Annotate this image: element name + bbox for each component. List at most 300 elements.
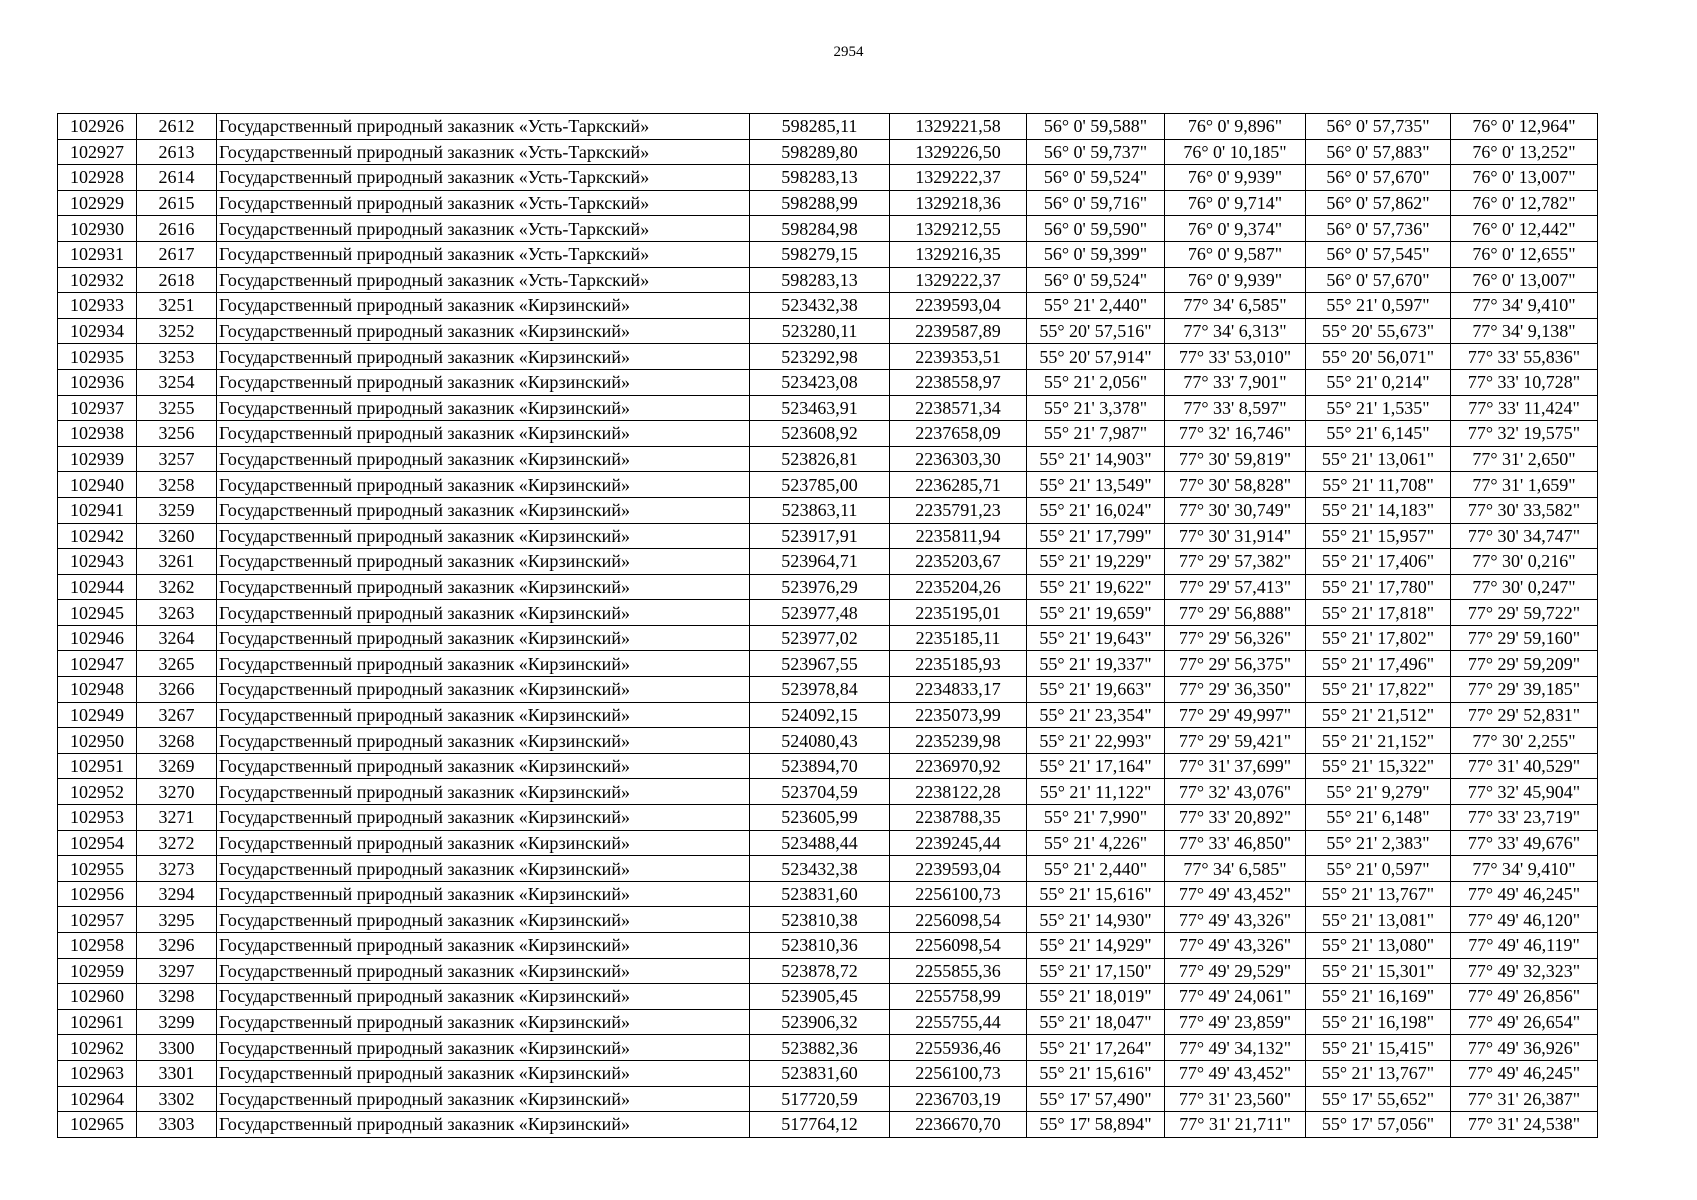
cell-reserve-name: Государственный природный заказник «Кирзинский» [217, 753, 750, 779]
cell-record-number: 102932 [58, 267, 137, 293]
table-row [58, 369, 1598, 395]
cell-coord-x: 523831,60 [750, 881, 890, 907]
cell-point-number: 3260 [137, 523, 217, 549]
cell-coord-x: 523432,38 [750, 856, 890, 882]
cell-latitude-2: 55° 17' 57,056" [1306, 1112, 1451, 1138]
cell-coord-x: 598288,99 [750, 190, 890, 216]
cell-coord-x: 523976,29 [750, 574, 890, 600]
cell-latitude-2: 55° 21' 2,383" [1306, 830, 1451, 856]
cell-reserve-name: Государственный природный заказник «Кирзинский» [217, 881, 750, 907]
cell-coord-y: 2239353,51 [890, 344, 1027, 370]
cell-longitude-1: 77° 31' 21,711" [1165, 1112, 1306, 1138]
cell-latitude-1: 56° 0' 59,399" [1027, 241, 1165, 267]
cell-reserve-name: Государственный природный заказник «Кирзинский» [217, 830, 750, 856]
cell-point-number: 3269 [137, 753, 217, 779]
cell-reserve-name: Государственный природный заказник «Кирзинский» [217, 421, 750, 447]
cell-longitude-1: 77° 49' 24,061" [1165, 984, 1306, 1010]
cell-point-number: 3299 [137, 1009, 217, 1035]
cell-coord-y: 2235185,11 [890, 625, 1027, 651]
cell-point-number: 3296 [137, 933, 217, 959]
cell-latitude-1: 55° 21' 7,987" [1027, 421, 1165, 447]
cell-latitude-1: 56° 0' 59,737" [1027, 139, 1165, 165]
cell-longitude-1: 77° 29' 36,350" [1165, 677, 1306, 703]
cell-longitude-1: 77° 49' 43,452" [1165, 881, 1306, 907]
cell-latitude-1: 55° 21' 19,659" [1027, 600, 1165, 626]
cell-reserve-name: Государственный природный заказник «Кирзинский» [217, 369, 750, 395]
cell-latitude-2: 55° 21' 13,767" [1306, 881, 1451, 907]
cell-coord-x: 523810,38 [750, 907, 890, 933]
table-row [58, 702, 1598, 728]
table-row [58, 805, 1598, 831]
cell-latitude-2: 55° 21' 17,822" [1306, 677, 1451, 703]
cell-reserve-name: Государственный природный заказник «Усть-Таркский» [217, 139, 750, 165]
table-row [58, 497, 1598, 523]
cell-latitude-2: 55° 20' 56,071" [1306, 344, 1451, 370]
cell-record-number: 102950 [58, 728, 137, 754]
cell-latitude-2: 55° 21' 15,322" [1306, 753, 1451, 779]
cell-longitude-2: 76° 0' 13,007" [1451, 165, 1598, 191]
table-body [58, 114, 1598, 1138]
cell-coord-y: 2238571,34 [890, 395, 1027, 421]
cell-reserve-name: Государственный природный заказник «Кирзинский» [217, 958, 750, 984]
cell-coord-x: 523432,38 [750, 293, 890, 319]
cell-point-number: 3301 [137, 1060, 217, 1086]
cell-latitude-2: 55° 21' 0,597" [1306, 856, 1451, 882]
cell-coord-y: 2234833,17 [890, 677, 1027, 703]
cell-point-number: 3254 [137, 369, 217, 395]
cell-point-number: 3294 [137, 881, 217, 907]
table-row [58, 574, 1598, 600]
cell-coord-x: 523882,36 [750, 1035, 890, 1061]
table-row [58, 1086, 1598, 1112]
cell-reserve-name: Государственный природный заказник «Кирзинский» [217, 293, 750, 319]
cell-record-number: 102937 [58, 395, 137, 421]
cell-coord-y: 2235811,94 [890, 523, 1027, 549]
cell-coord-y: 1329218,36 [890, 190, 1027, 216]
cell-reserve-name: Государственный природный заказник «Кирзинский» [217, 497, 750, 523]
cell-coord-y: 2236703,19 [890, 1086, 1027, 1112]
cell-record-number: 102946 [58, 625, 137, 651]
cell-record-number: 102927 [58, 139, 137, 165]
cell-coord-x: 523878,72 [750, 958, 890, 984]
cell-longitude-1: 77° 29' 57,382" [1165, 549, 1306, 575]
cell-coord-x: 517720,59 [750, 1086, 890, 1112]
cell-longitude-1: 77° 33' 46,850" [1165, 830, 1306, 856]
cell-record-number: 102947 [58, 651, 137, 677]
cell-latitude-2: 56° 0' 57,862" [1306, 190, 1451, 216]
cell-latitude-2: 55° 20' 55,673" [1306, 318, 1451, 344]
cell-reserve-name: Государственный природный заказник «Усть-Таркский» [217, 241, 750, 267]
cell-latitude-2: 55° 21' 6,148" [1306, 805, 1451, 831]
cell-longitude-2: 77° 49' 26,856" [1451, 984, 1598, 1010]
cell-record-number: 102964 [58, 1086, 137, 1112]
cell-coord-y: 2237658,09 [890, 421, 1027, 447]
cell-latitude-2: 55° 21' 0,214" [1306, 369, 1451, 395]
cell-latitude-2: 56° 0' 57,883" [1306, 139, 1451, 165]
cell-latitude-1: 55° 17' 57,490" [1027, 1086, 1165, 1112]
cell-record-number: 102951 [58, 753, 137, 779]
cell-coord-y: 2255758,99 [890, 984, 1027, 1010]
cell-coord-y: 2239587,89 [890, 318, 1027, 344]
cell-coord-x: 523423,08 [750, 369, 890, 395]
cell-latitude-2: 55° 21' 6,145" [1306, 421, 1451, 447]
cell-longitude-2: 77° 29' 59,209" [1451, 651, 1598, 677]
cell-latitude-1: 56° 0' 59,716" [1027, 190, 1165, 216]
cell-coord-x: 523964,71 [750, 549, 890, 575]
cell-record-number: 102956 [58, 881, 137, 907]
cell-latitude-2: 56° 0' 57,545" [1306, 241, 1451, 267]
cell-coord-x: 598284,98 [750, 216, 890, 242]
cell-coord-y: 2236670,70 [890, 1112, 1027, 1138]
cell-point-number: 3271 [137, 805, 217, 831]
cell-coord-x: 523292,98 [750, 344, 890, 370]
cell-longitude-1: 77° 29' 56,375" [1165, 651, 1306, 677]
cell-longitude-1: 77° 29' 49,997" [1165, 702, 1306, 728]
cell-longitude-1: 77° 34' 6,313" [1165, 318, 1306, 344]
cell-point-number: 2612 [137, 114, 217, 140]
cell-longitude-2: 77° 49' 26,654" [1451, 1009, 1598, 1035]
cell-coord-x: 517764,12 [750, 1112, 890, 1138]
table-row [58, 114, 1598, 140]
cell-reserve-name: Государственный природный заказник «Кирзинский» [217, 728, 750, 754]
cell-point-number: 3256 [137, 421, 217, 447]
cell-coord-y: 1329216,35 [890, 241, 1027, 267]
cell-record-number: 102953 [58, 805, 137, 831]
cell-longitude-1: 77° 30' 58,828" [1165, 472, 1306, 498]
cell-record-number: 102928 [58, 165, 137, 191]
cell-longitude-1: 77° 30' 31,914" [1165, 523, 1306, 549]
cell-longitude-1: 77° 33' 53,010" [1165, 344, 1306, 370]
cell-coord-x: 598289,80 [750, 139, 890, 165]
cell-latitude-2: 55° 21' 1,535" [1306, 395, 1451, 421]
cell-reserve-name: Государственный природный заказник «Кирзинский» [217, 933, 750, 959]
table-row [58, 549, 1598, 575]
cell-longitude-1: 77° 33' 7,901" [1165, 369, 1306, 395]
cell-latitude-2: 55° 21' 21,512" [1306, 702, 1451, 728]
cell-reserve-name: Государственный природный заказник «Кирзинский» [217, 472, 750, 498]
cell-coord-x: 523978,84 [750, 677, 890, 703]
cell-reserve-name: Государственный природный заказник «Кирзинский» [217, 1112, 750, 1138]
cell-longitude-2: 76° 0' 12,655" [1451, 241, 1598, 267]
table-row [58, 344, 1598, 370]
cell-latitude-2: 55° 21' 17,818" [1306, 600, 1451, 626]
cell-latitude-1: 55° 21' 4,226" [1027, 830, 1165, 856]
cell-reserve-name: Государственный природный заказник «Кирзинский» [217, 549, 750, 575]
cell-record-number: 102935 [58, 344, 137, 370]
cell-longitude-1: 77° 30' 30,749" [1165, 497, 1306, 523]
cell-latitude-2: 55° 21' 15,957" [1306, 523, 1451, 549]
cell-longitude-2: 77° 32' 19,575" [1451, 421, 1598, 447]
cell-reserve-name: Государственный природный заказник «Кирзинский» [217, 574, 750, 600]
cell-longitude-2: 77° 49' 36,926" [1451, 1035, 1598, 1061]
cell-coord-y: 2238558,97 [890, 369, 1027, 395]
cell-coord-y: 2236285,71 [890, 472, 1027, 498]
cell-latitude-1: 55° 21' 19,643" [1027, 625, 1165, 651]
cell-reserve-name: Государственный природный заказник «Кирзинский» [217, 523, 750, 549]
cell-longitude-2: 77° 30' 0,216" [1451, 549, 1598, 575]
cell-longitude-2: 77° 31' 1,659" [1451, 472, 1598, 498]
table-row [58, 600, 1598, 626]
table-row [58, 933, 1598, 959]
cell-record-number: 102965 [58, 1112, 137, 1138]
cell-coord-x: 523488,44 [750, 830, 890, 856]
cell-point-number: 2618 [137, 267, 217, 293]
cell-latitude-1: 55° 21' 13,549" [1027, 472, 1165, 498]
table-row [58, 881, 1598, 907]
cell-record-number: 102945 [58, 600, 137, 626]
cell-point-number: 2616 [137, 216, 217, 242]
cell-latitude-1: 55° 21' 23,354" [1027, 702, 1165, 728]
cell-latitude-2: 55° 21' 17,780" [1306, 574, 1451, 600]
cell-longitude-2: 77° 33' 23,719" [1451, 805, 1598, 831]
cell-point-number: 2613 [137, 139, 217, 165]
cell-latitude-1: 55° 21' 19,229" [1027, 549, 1165, 575]
cell-coord-y: 1329222,37 [890, 165, 1027, 191]
cell-coord-y: 2235203,67 [890, 549, 1027, 575]
cell-point-number: 3302 [137, 1086, 217, 1112]
table-row [58, 421, 1598, 447]
cell-longitude-1: 77° 29' 59,421" [1165, 728, 1306, 754]
cell-longitude-2: 77° 33' 55,836" [1451, 344, 1598, 370]
cell-record-number: 102958 [58, 933, 137, 959]
cell-longitude-2: 77° 33' 10,728" [1451, 369, 1598, 395]
cell-latitude-1: 55° 21' 18,019" [1027, 984, 1165, 1010]
cell-point-number: 3298 [137, 984, 217, 1010]
cell-latitude-1: 55° 21' 19,337" [1027, 651, 1165, 677]
cell-point-number: 2615 [137, 190, 217, 216]
cell-reserve-name: Государственный природный заказник «Усть-Таркский» [217, 267, 750, 293]
cell-reserve-name: Государственный природный заказник «Усть-Таркский» [217, 165, 750, 191]
cell-coord-x: 523894,70 [750, 753, 890, 779]
cell-longitude-1: 76° 0' 9,714" [1165, 190, 1306, 216]
cell-latitude-1: 56° 0' 59,524" [1027, 267, 1165, 293]
cell-latitude-1: 55° 21' 16,024" [1027, 497, 1165, 523]
cell-longitude-2: 77° 29' 39,185" [1451, 677, 1598, 703]
table-row [58, 139, 1598, 165]
cell-coord-y: 2256100,73 [890, 1060, 1027, 1086]
cell-latitude-1: 55° 17' 58,894" [1027, 1112, 1165, 1138]
cell-latitude-1: 55° 21' 3,378" [1027, 395, 1165, 421]
cell-latitude-2: 55° 21' 17,496" [1306, 651, 1451, 677]
cell-record-number: 102926 [58, 114, 137, 140]
table-row [58, 216, 1598, 242]
table-row [58, 165, 1598, 191]
table-row [58, 984, 1598, 1010]
cell-coord-x: 524080,43 [750, 728, 890, 754]
cell-coord-x: 524092,15 [750, 702, 890, 728]
cell-point-number: 3303 [137, 1112, 217, 1138]
cell-latitude-2: 56° 0' 57,670" [1306, 165, 1451, 191]
cell-coord-y: 1329221,58 [890, 114, 1027, 140]
cell-record-number: 102936 [58, 369, 137, 395]
cell-latitude-1: 56° 0' 59,590" [1027, 216, 1165, 242]
cell-point-number: 2617 [137, 241, 217, 267]
cell-longitude-2: 77° 49' 32,323" [1451, 958, 1598, 984]
cell-latitude-1: 55° 21' 19,622" [1027, 574, 1165, 600]
cell-coord-x: 598283,13 [750, 165, 890, 191]
cell-record-number: 102962 [58, 1035, 137, 1061]
cell-latitude-1: 55° 21' 17,150" [1027, 958, 1165, 984]
cell-point-number: 3266 [137, 677, 217, 703]
cell-reserve-name: Государственный природный заказник «Усть-Таркский» [217, 114, 750, 140]
cell-longitude-2: 77° 30' 33,582" [1451, 497, 1598, 523]
table-row [58, 1035, 1598, 1061]
cell-reserve-name: Государственный природный заказник «Кирзинский» [217, 395, 750, 421]
cell-reserve-name: Государственный природный заказник «Кирзинский» [217, 600, 750, 626]
cell-latitude-2: 55° 21' 11,708" [1306, 472, 1451, 498]
cell-latitude-1: 55° 21' 2,440" [1027, 293, 1165, 319]
cell-latitude-1: 55° 21' 14,903" [1027, 446, 1165, 472]
cell-coord-x: 523826,81 [750, 446, 890, 472]
cell-reserve-name: Государственный природный заказник «Кирзинский» [217, 702, 750, 728]
cell-point-number: 3265 [137, 651, 217, 677]
cell-coord-x: 523280,11 [750, 318, 890, 344]
cell-longitude-1: 77° 30' 59,819" [1165, 446, 1306, 472]
cell-longitude-2: 77° 31' 24,538" [1451, 1112, 1598, 1138]
cell-coord-y: 2256100,73 [890, 881, 1027, 907]
cell-longitude-1: 77° 49' 29,529" [1165, 958, 1306, 984]
cell-reserve-name: Государственный природный заказник «Кирзинский» [217, 446, 750, 472]
cell-point-number: 3297 [137, 958, 217, 984]
cell-longitude-1: 77° 29' 56,888" [1165, 600, 1306, 626]
cell-latitude-1: 55° 21' 11,122" [1027, 779, 1165, 805]
cell-longitude-2: 76° 0' 13,252" [1451, 139, 1598, 165]
cell-latitude-2: 55° 21' 21,152" [1306, 728, 1451, 754]
cell-record-number: 102929 [58, 190, 137, 216]
cell-longitude-2: 77° 34' 9,138" [1451, 318, 1598, 344]
cell-longitude-1: 77° 49' 34,132" [1165, 1035, 1306, 1061]
table-row [58, 856, 1598, 882]
cell-reserve-name: Государственный природный заказник «Кирзинский» [217, 907, 750, 933]
table-row [58, 1112, 1598, 1138]
cell-longitude-2: 76° 0' 12,964" [1451, 114, 1598, 140]
cell-coord-y: 2235185,93 [890, 651, 1027, 677]
cell-record-number: 102963 [58, 1060, 137, 1086]
cell-record-number: 102955 [58, 856, 137, 882]
cell-coord-x: 523605,99 [750, 805, 890, 831]
cell-coord-y: 2239593,04 [890, 293, 1027, 319]
cell-point-number: 3264 [137, 625, 217, 651]
cell-longitude-1: 77° 31' 23,560" [1165, 1086, 1306, 1112]
cell-coord-y: 1329212,55 [890, 216, 1027, 242]
cell-longitude-1: 76° 0' 9,939" [1165, 267, 1306, 293]
cell-latitude-1: 55° 21' 18,047" [1027, 1009, 1165, 1035]
cell-record-number: 102931 [58, 241, 137, 267]
cell-point-number: 3273 [137, 856, 217, 882]
cell-record-number: 102957 [58, 907, 137, 933]
cell-longitude-1: 76° 0' 9,939" [1165, 165, 1306, 191]
cell-latitude-2: 55° 21' 16,198" [1306, 1009, 1451, 1035]
cell-record-number: 102940 [58, 472, 137, 498]
cell-coord-x: 523906,32 [750, 1009, 890, 1035]
cell-reserve-name: Государственный природный заказник «Кирзинский» [217, 625, 750, 651]
cell-longitude-1: 77° 29' 57,413" [1165, 574, 1306, 600]
cell-longitude-2: 76° 0' 13,007" [1451, 267, 1598, 293]
cell-point-number: 3255 [137, 395, 217, 421]
cell-coord-y: 2255855,36 [890, 958, 1027, 984]
cell-latitude-1: 56° 0' 59,524" [1027, 165, 1165, 191]
cell-record-number: 102959 [58, 958, 137, 984]
table-row [58, 779, 1598, 805]
cell-longitude-1: 77° 32' 43,076" [1165, 779, 1306, 805]
cell-longitude-2: 77° 31' 2,650" [1451, 446, 1598, 472]
cell-coord-y: 2238122,28 [890, 779, 1027, 805]
cell-coord-y: 2255755,44 [890, 1009, 1027, 1035]
cell-longitude-2: 77° 29' 52,831" [1451, 702, 1598, 728]
cell-coord-y: 2239593,04 [890, 856, 1027, 882]
table-row [58, 267, 1598, 293]
cell-longitude-2: 76° 0' 12,782" [1451, 190, 1598, 216]
cell-latitude-1: 55° 21' 2,056" [1027, 369, 1165, 395]
cell-coord-y: 2236303,30 [890, 446, 1027, 472]
cell-coord-y: 2256098,54 [890, 907, 1027, 933]
cell-point-number: 3267 [137, 702, 217, 728]
cell-longitude-2: 77° 29' 59,160" [1451, 625, 1598, 651]
cell-point-number: 3259 [137, 497, 217, 523]
cell-latitude-1: 55° 20' 57,914" [1027, 344, 1165, 370]
cell-longitude-2: 77° 49' 46,120" [1451, 907, 1598, 933]
cell-record-number: 102949 [58, 702, 137, 728]
table-row [58, 753, 1598, 779]
cell-record-number: 102952 [58, 779, 137, 805]
cell-record-number: 102930 [58, 216, 137, 242]
cell-coord-y: 2238788,35 [890, 805, 1027, 831]
table-row [58, 241, 1598, 267]
cell-latitude-1: 55° 21' 15,616" [1027, 881, 1165, 907]
cell-longitude-1: 77° 32' 16,746" [1165, 421, 1306, 447]
cell-latitude-1: 55° 20' 57,516" [1027, 318, 1165, 344]
table-row [58, 523, 1598, 549]
cell-reserve-name: Государственный природный заказник «Кирзинский» [217, 1060, 750, 1086]
table-row [58, 190, 1598, 216]
cell-coord-y: 2235791,23 [890, 497, 1027, 523]
cell-record-number: 102960 [58, 984, 137, 1010]
cell-latitude-2: 56° 0' 57,736" [1306, 216, 1451, 242]
cell-point-number: 3257 [137, 446, 217, 472]
cell-longitude-1: 77° 33' 20,892" [1165, 805, 1306, 831]
table-row [58, 625, 1598, 651]
cell-coord-x: 598285,11 [750, 114, 890, 140]
cell-reserve-name: Государственный природный заказник «Кирзинский» [217, 984, 750, 1010]
cell-coord-x: 523810,36 [750, 933, 890, 959]
cell-longitude-1: 77° 33' 8,597" [1165, 395, 1306, 421]
cell-point-number: 3261 [137, 549, 217, 575]
table-row [58, 677, 1598, 703]
cell-coord-x: 523831,60 [750, 1060, 890, 1086]
cell-longitude-2: 77° 31' 26,387" [1451, 1086, 1598, 1112]
cell-longitude-1: 77° 29' 56,326" [1165, 625, 1306, 651]
cell-coord-x: 523463,91 [750, 395, 890, 421]
table-row [58, 395, 1598, 421]
table-row [58, 830, 1598, 856]
cell-longitude-2: 77° 31' 40,529" [1451, 753, 1598, 779]
cell-record-number: 102961 [58, 1009, 137, 1035]
table-row [58, 318, 1598, 344]
cell-longitude-2: 77° 30' 34,747" [1451, 523, 1598, 549]
cell-latitude-2: 55° 21' 0,597" [1306, 293, 1451, 319]
cell-point-number: 3262 [137, 574, 217, 600]
cell-record-number: 102954 [58, 830, 137, 856]
cell-latitude-1: 55° 21' 15,616" [1027, 1060, 1165, 1086]
cell-reserve-name: Государственный природный заказник «Усть-Таркский» [217, 190, 750, 216]
cell-reserve-name: Государственный природный заказник «Кирзинский» [217, 779, 750, 805]
cell-coord-y: 2235073,99 [890, 702, 1027, 728]
cell-longitude-2: 77° 34' 9,410" [1451, 856, 1598, 882]
table-row [58, 728, 1598, 754]
cell-latitude-2: 55° 21' 9,279" [1306, 779, 1451, 805]
cell-latitude-1: 55° 21' 14,930" [1027, 907, 1165, 933]
cell-latitude-1: 56° 0' 59,588" [1027, 114, 1165, 140]
